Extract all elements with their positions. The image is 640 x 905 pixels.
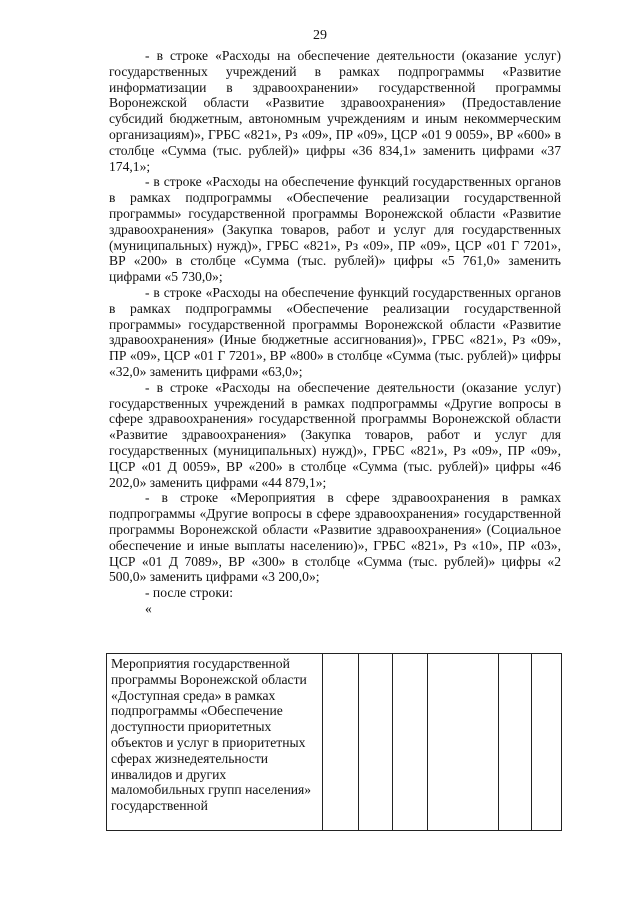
table-cell-empty: [499, 654, 532, 831]
paragraph: - в строке «Расходы на обеспечение деятельности (оказание услуг) государственных учреждений в рамках подпрограммы «Развитие информатизации в здравоохранении» государственной программы Воронежской области «Развитие здравоохранения» (Предоставление субсидий бюджетным, автономным учреждениям и иным некоммерческим организациям)», ГРБС «821», Рз «09», ПР «09», ЦСР «01 9 0059», ВР «600» в столбце «Сумма (тыс. рублей)» цифры «36 834,1» заменить цифрами «37 174,1»;: [109, 48, 561, 174]
paragraph: - в строке «Мероприятия в сфере здравоохранения в рамках подпрограммы «Другие вопросы в сфере здравоохранения» государственной программы Воронежской области «Развитие здравоохранения» (Социальное обеспечение и иные выплаты населению)», ГРБС «821», Рз «10», ПР «03», ЦСР «01 Д 7089», ВР «300» в столбце «Сумма (тыс. рублей)» цифры «2 500,0» заменить цифрами «3 200,0»;: [109, 490, 561, 585]
paragraph: - в строке «Расходы на обеспечение функций государственных органов в рамках подпрограммы «Обеспечение реализации государственной программы» государственной программы Воронежской области «Развитие здравоохранения» (Закупка товаров, работ и услуг для государственных (муниципальных) нужд)», ГРБС «821», Рз «09», ПР «09», ЦСР «01 Г 7201», ВР «200» в столбце «Сумма (тыс. рублей)» цифры «5 761,0» заменить цифрами «5 730,0»;: [109, 174, 561, 285]
table-cell-empty: [323, 654, 359, 831]
paragraph: - в строке «Расходы на обеспечение функций государственных органов в рамках подпрограммы «Обеспечение реализации государственной программы» государственной программы Воронежской области «Развитие здравоохранения» (Иные бюджетные ассигнования)», ГРБС «821», Рз «09», ПР «09», ЦСР «01 Г 7201», ВР «800» в столбце «Сумма (тыс. рублей)» цифры «32,0» заменить цифрами «63,0»;: [109, 284, 561, 379]
budget-table-fragment: [106, 653, 562, 831]
page-number: 29: [313, 28, 327, 43]
after-line-instruction: - после строки:: [145, 585, 233, 601]
table-cell-empty: [428, 654, 499, 831]
table-cell-empty: [359, 654, 393, 831]
table-cell-empty: [393, 654, 428, 831]
table-row: [107, 654, 562, 831]
paragraph: - в строке «Расходы на обеспечение деятельности (оказание услуг) государственных учреждений в рамках подпрограммы «Другие вопросы в сфере здравоохранения» государственной программы Воронежской области «Развитие здравоохранения» (Закупка товаров, работ и услуг для государственных (муниципальных) нужд)», ГРБС «821», Рз «09», ПР «09», ЦСР «01 Д 0059», ВР «200» в столбце «Сумма (тыс. рублей)» цифры «46 202,0» заменить цифрами «44 879,1»;: [109, 379, 561, 490]
document-body: [109, 48, 561, 617]
opening-quote: «: [145, 600, 152, 616]
table-cell-name: Мероприятия государственной программы Воронежской области «Доступная среда» в рамках подпрограммы «Обеспечение доступности приоритетных объектов и услуг в приоритетных сферах жизнедеятельности инвалидов и других маломобильных групп населения» государственной: [107, 654, 323, 831]
table-cell-empty: [532, 654, 562, 831]
